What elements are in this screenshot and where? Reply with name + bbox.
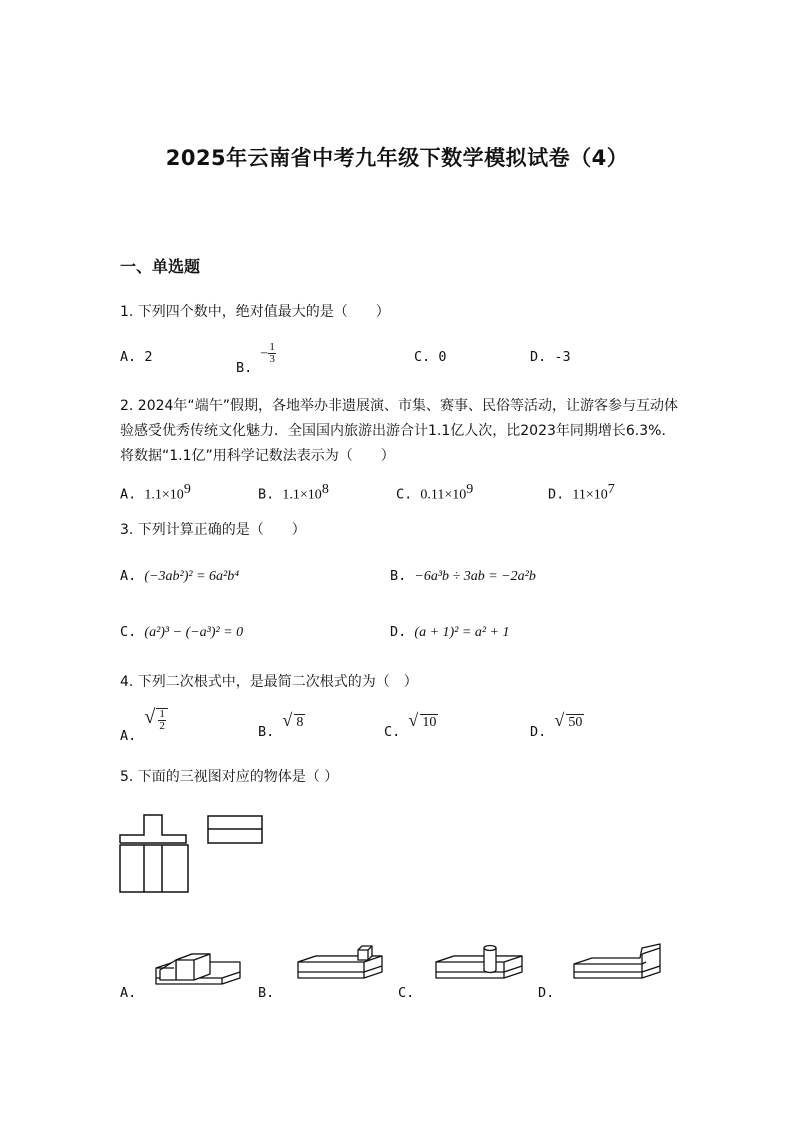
section-heading: 一、单选题 (120, 257, 201, 276)
q5-option-b-figure (296, 942, 386, 984)
q4-option-d: D. √ 50 (530, 710, 583, 740)
q1-option-b: B. − $\frac{1}{3}$ (236, 341, 275, 376)
q3-option-b: B. −6a³b ÷ 3ab = −2a²b (390, 568, 536, 584)
q2-option-a: A. $1.1\times 10^9$ (120, 482, 191, 503)
question-2-stem: 2. 2024年“端午”假期，各地举办非遗展演、市集、赛事、民俗等活动，让游客参与互动体验感受优秀传统文化魅力．全国国内旅游出游合计1.1亿人次，比2023年同期增长6.3%．将数据“1.1亿”用科学记数法表示为（ ） (120, 398, 678, 464)
three-view-diagram (118, 813, 268, 897)
q1-option-c: C. 0 (414, 349, 447, 365)
question-4-stem: 4. 下列二次根式中，是最简二次根式的为（ ） (120, 674, 418, 690)
question-3-stem: 3. 下列计算正确的是（ ） (120, 522, 306, 538)
page-title: 2025年云南省中考九年级下数学模拟试卷（4） (165, 146, 629, 170)
q5-option-a-figure (152, 940, 244, 990)
q5-option-a-label: A. (120, 985, 137, 1001)
q4-option-a: A. √ $\frac{1}{2}$ (120, 708, 168, 732)
q3-option-c: C. (a²)³ − (−a³)² = 0 (120, 624, 244, 640)
q3-option-d: D. (a + 1)² = a² + 1 (390, 624, 510, 640)
question-1-stem: 1. 下列四个数中，绝对值最大的是（ ） (120, 304, 390, 320)
q5-option-d-figure (572, 940, 664, 986)
q5-option-c-figure (434, 942, 526, 984)
q5-option-b-label: B. (258, 985, 275, 1001)
q2-option-c: C. $0.11\times 10^9$ (396, 482, 474, 503)
q5-option-d-label: D. (538, 985, 555, 1001)
q1-option-d: D. -3 (530, 349, 571, 365)
q3-option-a: A. (−3ab²)² = 6a²b⁴ (120, 568, 240, 584)
q1-option-a: A. 2 (120, 349, 153, 365)
q2-option-b: B. $1.1\times 10^8$ (258, 482, 329, 503)
q5-option-c-label: C. (398, 985, 415, 1001)
question-5-stem: 5. 下面的三视图对应的物体是（ ） (120, 769, 339, 785)
q2-option-d: D. $11\times 10^7$ (548, 482, 615, 503)
q4-option-b: B. √ 8 (258, 710, 304, 740)
q4-option-c: C. √ 10 (384, 710, 437, 740)
